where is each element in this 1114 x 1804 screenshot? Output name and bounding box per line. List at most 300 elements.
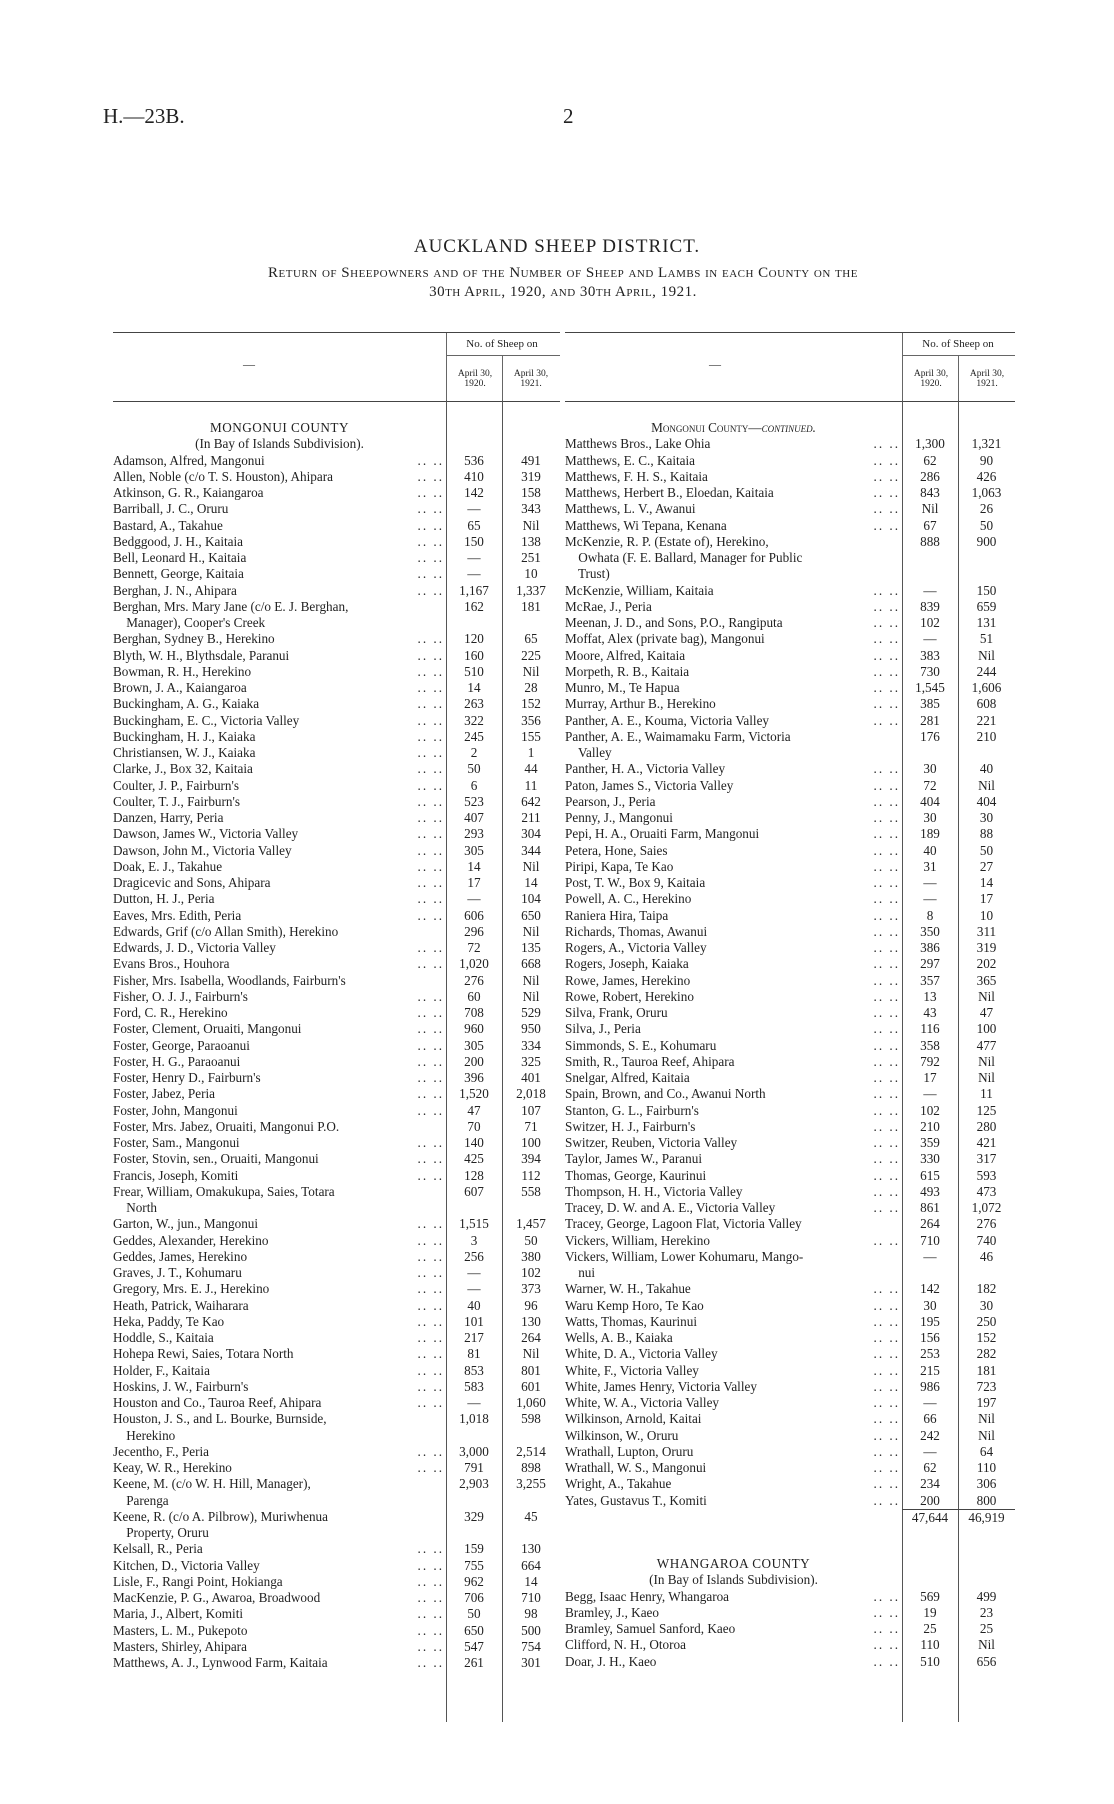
owner-name xyxy=(113,615,446,631)
table-row xyxy=(565,1216,1015,1232)
sheep-1920: 43 xyxy=(923,1005,937,1020)
table-row xyxy=(565,1605,1015,1621)
table-row xyxy=(565,1135,1015,1151)
owner-name-text: Piripi, Kapa, Te Kao xyxy=(565,858,674,874)
sheep-1920: 710 xyxy=(920,1232,940,1248)
sheep-1921: 421 xyxy=(976,1135,997,1150)
owner-name xyxy=(565,745,902,761)
name-column-dash: — xyxy=(243,357,255,371)
owner-name xyxy=(113,1216,446,1232)
owner-name xyxy=(565,1005,902,1021)
owner-name xyxy=(113,973,446,989)
leader-dots: .. .. xyxy=(873,1037,900,1053)
sheep-1920: — xyxy=(467,1395,481,1410)
table-row xyxy=(113,1541,560,1557)
leader-dots: .. .. xyxy=(417,891,444,907)
owner-name-text: Ford, C. R., Herekino xyxy=(113,1005,228,1020)
leader-dots: .. .. xyxy=(417,1443,444,1459)
sheep-1921: Nil xyxy=(978,1637,995,1653)
sheep-1920: 396 xyxy=(464,1070,484,1085)
owner-name xyxy=(113,1639,446,1655)
table-row xyxy=(113,1395,560,1411)
owner-name-text: Foster, H. G., Paraoanui xyxy=(113,1053,241,1069)
owner-name xyxy=(565,648,902,664)
owner-name-text: Vickers, William, Lower Kohumaru, Mango- xyxy=(565,1248,804,1264)
sheep-1920: 2 xyxy=(470,745,478,760)
sheep-1920: 986 xyxy=(920,1378,940,1394)
owner-name xyxy=(565,583,902,599)
leader-dots: .. .. xyxy=(873,1653,900,1669)
sheep-1921: 2,018 xyxy=(516,1086,546,1102)
owner-name-text: Bastard, A., Takahue xyxy=(113,517,223,533)
owner-name xyxy=(565,1476,902,1492)
sheep-1921: 325 xyxy=(521,1053,541,1069)
sheep-1921: 642 xyxy=(521,793,541,809)
owner-name-text: Wilkinson, W., Oruru xyxy=(565,1427,679,1443)
county-heading-text: WHANGAROA COUNTY xyxy=(656,1556,811,1571)
sheep-1921: Nil xyxy=(978,1411,995,1427)
owner-name-text: Switzer, H. J., Fairburn's xyxy=(565,1118,696,1134)
sheep-1921: 211 xyxy=(521,810,541,825)
owner-name-text: Matthews, L. V., Awanui xyxy=(565,501,696,517)
owner-name-text: Rowe, Robert, Herekino xyxy=(565,988,694,1004)
spacer xyxy=(565,1526,1015,1556)
sheep-1920: 102 xyxy=(920,615,940,630)
table-row xyxy=(113,1493,560,1509)
sheep-1920: 116 xyxy=(920,1021,940,1037)
sheep-1921: 365 xyxy=(976,972,997,988)
sheep-1921: 304 xyxy=(521,826,541,842)
leader-dots: .. .. xyxy=(417,468,444,484)
owner-name-text: Matthews, Wi Tepana, Kenana xyxy=(565,517,727,533)
table-row xyxy=(113,469,560,485)
table-row xyxy=(113,924,560,940)
leader-dots: .. .. xyxy=(417,1460,444,1475)
sheep-1920: 47 xyxy=(467,1102,481,1118)
sheep-1920: 200 xyxy=(464,1053,484,1069)
owner-name-text: Richards, Thomas, Awanui xyxy=(565,923,708,939)
table-row xyxy=(565,615,1015,631)
document-title: AUCKLAND SHEEP DISTRICT. xyxy=(413,236,701,257)
sheep-1920: 329 xyxy=(464,1508,484,1524)
table-row xyxy=(113,485,560,501)
sheep-1920: Nil xyxy=(921,501,939,517)
table-row xyxy=(113,1184,560,1200)
table-row xyxy=(565,534,1015,550)
owner-name xyxy=(113,1606,446,1622)
leader-dots: .. .. xyxy=(873,1395,900,1410)
sheep-1920: 791 xyxy=(464,1460,484,1475)
owner-name-text: Paton, James S., Victoria Valley xyxy=(565,777,734,793)
sheep-1920: 962 xyxy=(464,1573,484,1589)
leader-dots: .. .. xyxy=(417,1053,444,1069)
owner-name-text: Panther, A. E., Waimamaku Farm, Victoria xyxy=(565,728,791,744)
sheep-1920: 359 xyxy=(920,1135,940,1150)
owner-name-text: Tracey, George, Lagoon Flat, Victoria Valley xyxy=(565,1216,802,1232)
table-row xyxy=(565,973,1015,989)
sheep-1921: 17 xyxy=(979,891,994,907)
owner-name-text: McKenzie, William, Kaitaia xyxy=(565,582,714,598)
owner-name-text: Meenan, J. D., and Sons, P.O., Rangiputa xyxy=(565,615,783,630)
sheep-1920: 19 xyxy=(923,1604,937,1620)
owner-name xyxy=(565,859,902,875)
leader-dots: .. .. xyxy=(417,956,444,972)
column-header xyxy=(113,332,560,402)
owner-name xyxy=(113,1525,446,1541)
sheep-1920: 523 xyxy=(464,793,484,809)
leader-dots: .. .. xyxy=(873,485,900,500)
leader-dots: .. .. xyxy=(873,777,900,793)
owner-name xyxy=(565,1021,902,1037)
leader-dots: .. .. xyxy=(873,1102,900,1118)
leader-dots: .. .. xyxy=(417,1232,444,1248)
sheep-1921: 608 xyxy=(976,696,997,712)
leader-dots: .. .. xyxy=(873,696,900,712)
sheep-1921: 197 xyxy=(976,1395,997,1410)
sheep-1920: — xyxy=(467,550,481,565)
owner-name xyxy=(113,875,446,891)
sheep-1920: 536 xyxy=(464,452,484,468)
sheep-1920: 14 xyxy=(467,680,481,695)
table-row xyxy=(113,973,560,989)
sheep-1920: 62 xyxy=(923,452,937,468)
owner-name xyxy=(113,1054,446,1070)
owner-name xyxy=(113,1655,446,1671)
leader-dots: .. .. xyxy=(873,1411,900,1427)
sheep-1921 xyxy=(502,1200,560,1216)
sheep-1921: 104 xyxy=(521,891,541,907)
county-heading-continued xyxy=(565,420,1015,436)
sheep-1921: 88 xyxy=(979,826,994,842)
leader-dots: .. .. xyxy=(873,663,900,679)
table-row xyxy=(113,908,560,924)
owner-name xyxy=(113,534,446,550)
sheep-1920: 215 xyxy=(920,1362,940,1378)
sheep-1921: 46,919 xyxy=(958,1509,1015,1526)
table-row xyxy=(565,745,1015,761)
owner-name-text: Bedggood, J. H., Kaitaia xyxy=(113,533,244,549)
sheep-1920: 755 xyxy=(464,1557,484,1573)
sheep-1921 xyxy=(502,1493,560,1509)
owner-name xyxy=(565,1281,902,1297)
table-row xyxy=(565,1233,1015,1249)
sheep-1921: 100 xyxy=(521,1135,541,1150)
sheep-1920: 960 xyxy=(464,1021,484,1037)
owner-name xyxy=(113,1184,446,1200)
owner-name-text: Frear, William, Omakukupa, Saies, Totara xyxy=(113,1183,335,1199)
owner-name-text: Clarke, J., Box 32, Kaitaia xyxy=(113,761,253,777)
table-row xyxy=(565,1021,1015,1037)
sheep-1921 xyxy=(958,1265,1015,1281)
sheep-1920: 120 xyxy=(464,631,484,647)
owner-name-text: Thompson, H. H., Victoria Valley xyxy=(565,1183,743,1199)
sheep-1921: 473 xyxy=(976,1183,997,1199)
sheep-1920: 2,903 xyxy=(459,1476,489,1492)
right-column xyxy=(565,332,1015,1670)
owner-name-text: Property, Oruru xyxy=(113,1525,209,1540)
leader-dots: .. .. xyxy=(873,875,900,890)
owner-name xyxy=(113,924,446,940)
table-row xyxy=(113,1038,560,1054)
owner-name-text: Evans Bros., Houhora xyxy=(113,956,230,972)
leader-dots: .. .. xyxy=(417,1557,444,1573)
owner-name-text: Buckingham, H. J., Kaiaka xyxy=(113,728,256,744)
leader-dots: .. .. xyxy=(873,1232,900,1248)
leader-dots: .. .. xyxy=(873,923,900,939)
table-row xyxy=(113,550,560,566)
owner-name-text: Dawson, John M., Victoria Valley xyxy=(113,842,292,858)
sheep-1920: 67 xyxy=(923,517,937,533)
sheep-1921 xyxy=(958,550,1015,566)
table-row xyxy=(113,1379,560,1395)
sheep-1921: 152 xyxy=(976,1330,997,1345)
sheep-1921: 301 xyxy=(521,1655,541,1670)
owner-name xyxy=(565,485,902,501)
table-row xyxy=(565,664,1015,680)
table-row xyxy=(565,1444,1015,1460)
sheep-1920: 606 xyxy=(464,907,484,923)
leader-dots: .. .. xyxy=(417,1216,444,1232)
owner-name xyxy=(113,1151,446,1167)
owner-name xyxy=(113,1265,446,1281)
left-column xyxy=(113,332,560,1671)
table-row xyxy=(565,696,1015,712)
owner-name-text: Foster, Stovin, sen., Oruaiti, Mangonui xyxy=(113,1151,319,1167)
sheep-1921: 404 xyxy=(976,793,997,809)
table-row xyxy=(113,1574,560,1590)
sheep-1920: 142 xyxy=(464,485,484,500)
leader-dots: .. .. xyxy=(873,615,900,630)
leader-dots: .. .. xyxy=(873,598,900,614)
owner-name xyxy=(565,908,902,924)
table-row xyxy=(113,1168,560,1184)
owner-name-text: White, James Henry, Victoria Valley xyxy=(565,1378,757,1394)
table-row xyxy=(113,1233,560,1249)
sheep-1921 xyxy=(958,566,1015,582)
sheep-1920: 276 xyxy=(464,972,484,988)
owner-name-text: Rogers, Joseph, Kaiaka xyxy=(565,956,689,972)
table-row xyxy=(113,1655,560,1671)
table-row xyxy=(113,1590,560,1606)
owner-name xyxy=(565,436,902,452)
owner-name-text: Edwards, Grif (c/o Allan Smith), Herekino xyxy=(113,923,339,939)
sheep-1921: 102 xyxy=(521,1265,541,1280)
leader-dots: .. .. xyxy=(417,647,444,663)
owner-name-text: Spain, Brown, and Co., Awanui North xyxy=(565,1086,766,1102)
owner-name-text: Matthews, F. H. S., Kaitaia xyxy=(565,468,708,484)
leader-dots: .. .. xyxy=(873,712,900,728)
table-row xyxy=(565,1411,1015,1427)
owner-name-text: Francis, Joseph, Komiti xyxy=(113,1167,239,1183)
owner-name xyxy=(113,1038,446,1054)
sheep-1920: 66 xyxy=(923,1411,937,1427)
sheep-1921: 558 xyxy=(521,1183,541,1199)
owner-name-text: Berghan, Mrs. Mary Jane (c/o E. J. Berghan, xyxy=(113,598,349,614)
sheep-1920: — xyxy=(923,1086,937,1102)
table-row xyxy=(565,859,1015,875)
sheep-1921: 10 xyxy=(524,566,538,582)
table-row xyxy=(113,1054,560,1070)
sheep-1921: 244 xyxy=(976,663,997,679)
leader-dots: .. .. xyxy=(417,1655,444,1670)
sheep-1921: 500 xyxy=(521,1622,541,1638)
owner-name xyxy=(565,550,902,566)
leader-dots: .. .. xyxy=(873,826,900,842)
table-row xyxy=(565,453,1015,469)
owner-name-text: Hoddle, S., Kaitaia xyxy=(113,1330,214,1345)
sheep-1921: 380 xyxy=(521,1248,541,1264)
table-row xyxy=(565,518,1015,534)
owner-name xyxy=(565,1589,902,1605)
table-row xyxy=(113,1558,560,1574)
owner-name-text: Foster, George, Paraoanui xyxy=(113,1037,250,1053)
table-row xyxy=(565,778,1015,794)
owner-name xyxy=(113,1298,446,1314)
sheep-1921: 319 xyxy=(976,940,997,955)
owner-name xyxy=(565,1038,902,1054)
sheep-1920: 607 xyxy=(464,1183,484,1199)
sheep-1921: 40 xyxy=(979,761,994,777)
owner-name xyxy=(565,1233,902,1249)
sheep-1921: 27 xyxy=(979,858,994,874)
table-row xyxy=(113,599,560,615)
owner-name xyxy=(113,745,446,761)
sheep-1921: 107 xyxy=(521,1102,541,1118)
sheep-1921: 344 xyxy=(521,842,541,858)
sheep-1921: Nil xyxy=(522,858,540,874)
owner-name xyxy=(113,956,446,972)
owner-name xyxy=(565,1119,902,1135)
owner-name-text: Berghan, J. N., Ahipara xyxy=(113,582,237,598)
owner-name-text: Matthews Bros., Lake Ohia xyxy=(565,436,711,452)
owner-name-text: Thomas, George, Kaurinui xyxy=(565,1167,707,1183)
no-of-sheep-label: No. of Sheep on xyxy=(466,338,538,350)
sheep-1920: 13 xyxy=(923,988,937,1004)
table-row xyxy=(565,1119,1015,1135)
owner-name xyxy=(565,1314,902,1330)
sheep-1921: 280 xyxy=(976,1118,997,1134)
leader-dots: .. .. xyxy=(417,1638,444,1654)
sheep-1921: 64 xyxy=(979,1443,994,1459)
owner-name-text: Moore, Alfred, Kaitaia xyxy=(565,647,686,663)
leader-dots: .. .. xyxy=(873,858,900,874)
owner-name xyxy=(565,1493,902,1509)
owner-name-text: Atkinson, G. R., Kaiangaroa xyxy=(113,485,264,500)
sheep-1921: 1 xyxy=(527,745,535,760)
table-row xyxy=(565,469,1015,485)
sheep-1920 xyxy=(446,1525,502,1541)
leader-dots: .. .. xyxy=(873,517,900,533)
owner-name xyxy=(565,761,902,777)
owner-name xyxy=(113,1379,446,1395)
sheep-1920: 493 xyxy=(920,1183,940,1199)
table-row xyxy=(565,631,1015,647)
sheep-1920: 650 xyxy=(464,1622,484,1638)
sheep-1920: 297 xyxy=(920,956,940,972)
leader-dots: .. .. xyxy=(417,1021,444,1037)
owner-name xyxy=(113,1119,446,1135)
table-row xyxy=(565,1493,1015,1509)
sheep-1921: 130 xyxy=(521,1541,541,1557)
owner-name-text: Geddes, Alexander, Herekino xyxy=(113,1232,269,1248)
owner-name-text: Keene, M. (c/o W. H. Hill, Manager), xyxy=(113,1476,311,1492)
sheep-1921: 900 xyxy=(976,533,997,549)
sheep-1921: 710 xyxy=(521,1590,541,1605)
sheep-1920: — xyxy=(923,631,937,647)
leader-dots: .. .. xyxy=(873,1070,900,1085)
owner-name xyxy=(565,1621,902,1637)
owner-name-text: Pepi, H. A., Oruaiti Farm, Mangonui xyxy=(565,826,760,842)
sheep-1920: 72 xyxy=(923,777,937,793)
sheep-1920: 159 xyxy=(464,1541,484,1557)
table-row xyxy=(113,859,560,875)
sheep-1920 xyxy=(902,566,958,582)
sheep-1920: 101 xyxy=(464,1313,484,1329)
owner-name-text: Taylor, James W., Paranui xyxy=(565,1151,702,1167)
owner-name xyxy=(565,1395,902,1411)
table-row xyxy=(113,778,560,794)
sheep-1921: 100 xyxy=(976,1021,997,1037)
owner-name-text: Munro, M., Te Hapua xyxy=(565,680,680,695)
owner-name xyxy=(565,956,902,972)
col-1920-header: April 30, 1920. xyxy=(457,369,493,389)
owner-name xyxy=(565,1509,902,1526)
sheep-1921: 801 xyxy=(521,1362,541,1378)
sheep-1921: 10 xyxy=(979,907,994,923)
sheep-1921: 71 xyxy=(524,1118,538,1134)
sheep-1921: 499 xyxy=(976,1588,997,1604)
leader-dots: .. .. xyxy=(873,1346,900,1362)
leader-dots: .. .. xyxy=(417,1005,444,1020)
owner-name-text: Post, T. W., Box 9, Kaitaia xyxy=(565,875,706,890)
sheep-1920: 31 xyxy=(923,858,937,874)
sheep-1920: 72 xyxy=(467,940,481,955)
sheep-1921: 131 xyxy=(976,615,997,630)
table-row xyxy=(113,631,560,647)
owner-name xyxy=(113,908,446,924)
leader-dots: .. .. xyxy=(873,1281,900,1297)
owner-name xyxy=(113,1460,446,1476)
sheep-1920: 386 xyxy=(920,940,940,955)
leader-dots: .. .. xyxy=(873,436,900,452)
owner-name xyxy=(565,534,902,550)
owner-name xyxy=(565,713,902,729)
owner-name-text: Smith, R., Tauroa Reef, Ahipara xyxy=(565,1053,735,1069)
leader-dots: .. .. xyxy=(873,1604,900,1620)
page-number: 2 xyxy=(563,104,574,128)
table-row xyxy=(113,1330,560,1346)
table-row xyxy=(565,550,1015,566)
table-row xyxy=(565,583,1015,599)
sheep-1920: 6 xyxy=(470,777,478,793)
sheep-1920: 14 xyxy=(467,858,481,874)
sheep-1920: 730 xyxy=(920,663,940,679)
sheep-1920: — xyxy=(923,1248,937,1264)
table-row xyxy=(565,924,1015,940)
sheep-1920: 410 xyxy=(464,468,484,484)
owner-name-text: Heath, Patrick, Waiharara xyxy=(113,1297,249,1313)
owner-name-text: Eaves, Mrs. Edith, Peria xyxy=(113,907,242,923)
table-row xyxy=(565,810,1015,826)
sheep-1920: 792 xyxy=(920,1053,940,1069)
sheep-1920: 1,300 xyxy=(915,436,945,452)
leader-dots: .. .. xyxy=(417,680,444,695)
sheep-1921: Nil xyxy=(522,923,540,939)
owner-name-text: Bramley, Samuel Sanford, Kaeo xyxy=(565,1621,736,1636)
sheep-1920: 81 xyxy=(467,1346,481,1362)
table-row xyxy=(113,1525,560,1541)
leader-dots: .. .. xyxy=(873,1118,900,1134)
